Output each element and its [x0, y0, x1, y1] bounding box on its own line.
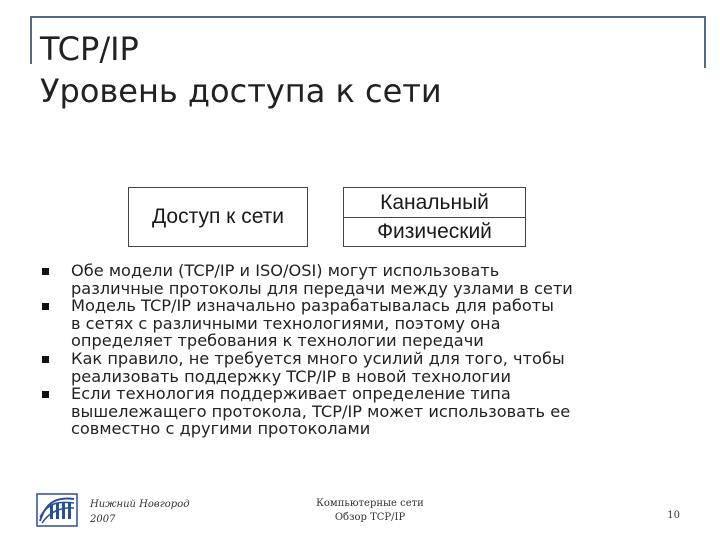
bullet-line: различные протоколы для передачи между узлами в сети: [71, 278, 573, 298]
title-frame-left-line: [30, 16, 32, 64]
square-bullet-icon: [42, 391, 49, 398]
footer-topic: Обзор TCP/IP: [334, 512, 406, 523]
bullet-line: Как правило, не требуется много усилий для того, чтобы: [71, 348, 565, 368]
bullet-line: определяет требования к технологии передачи: [71, 331, 484, 351]
footer-year: 2007: [90, 514, 116, 525]
square-bullet-icon: [42, 268, 49, 275]
osi-layers-stack: [343, 187, 526, 247]
bullet-list: [42, 262, 692, 438]
square-bullet-icon: [42, 356, 49, 363]
bullet-item: [42, 262, 692, 297]
footer-course-info: [290, 497, 450, 525]
data-link-layer: Канальный: [380, 190, 489, 214]
square-bullet-icon: [42, 303, 49, 310]
bullet-line: Модель TCP/IP изначально разрабатывалась для работы: [71, 296, 554, 316]
footer-org-info: [90, 497, 190, 527]
title-frame-top-line: [30, 16, 706, 18]
footer-course: Компьютерные сети: [316, 498, 424, 509]
bullet-line: Если технология поддерживает определение типа: [71, 384, 511, 404]
bullet-line: вышележащего протокола, TCP/IP может использовать ее: [71, 401, 571, 421]
bullet-line: Обе модели (TCP/IP и ISO/OSI) могут использовать: [71, 261, 500, 280]
network-access-box: Доступ к сети: [128, 187, 308, 247]
page-number: 10: [667, 510, 680, 521]
physical-layer: Физический: [344, 217, 525, 246]
university-logo-icon: [36, 493, 78, 527]
bullet-line: в сетях с различными технологиями, поэтому она: [71, 313, 501, 333]
bullet-line: совместно с другими протоколами: [71, 419, 371, 439]
bullet-item: [42, 297, 692, 350]
bullet-line: реализовать поддержку TCP/IP в новой технологии: [71, 366, 511, 386]
footer-org: Нижний Новгород: [90, 499, 190, 510]
bullet-item: [42, 385, 692, 438]
bullet-item: [42, 350, 692, 385]
slide-title-line-2: Уровень доступа к сети: [40, 72, 442, 110]
title-frame-right-line: [704, 16, 706, 68]
slide-title: [40, 28, 442, 112]
slide-title-line-1: TCP/IP: [40, 30, 139, 68]
